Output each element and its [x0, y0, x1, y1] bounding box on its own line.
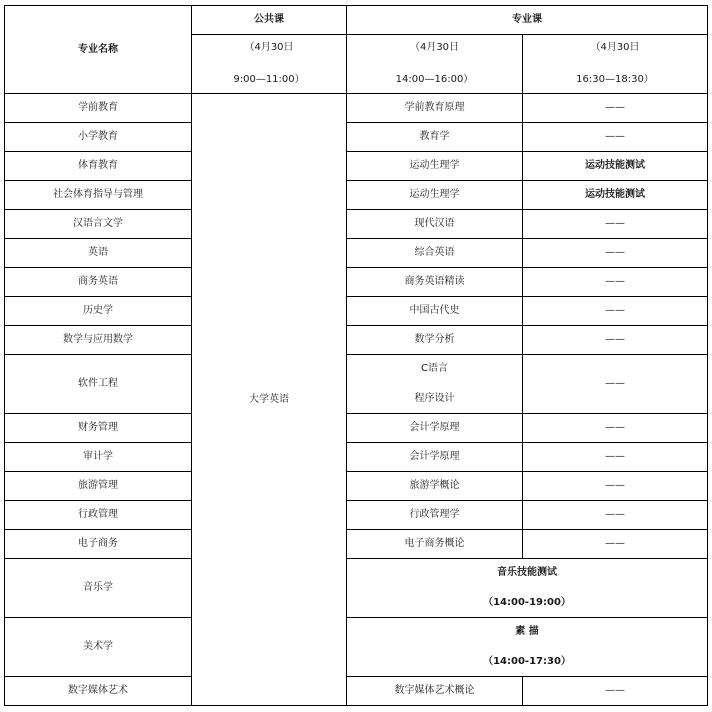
- row-major: 小学教育: [5, 123, 192, 152]
- header-prof2-time: [523, 35, 708, 94]
- prof2-date: （4月30日: [590, 42, 640, 53]
- row-merged-course: [347, 618, 708, 677]
- header-public-course: 公共课: [192, 6, 347, 35]
- merged-line-2: （14:00-17:30）: [483, 656, 571, 667]
- row-major: 数字媒体艺术: [5, 677, 192, 706]
- row-major: 历史学: [5, 297, 192, 326]
- row-course: 数学分析: [347, 326, 523, 355]
- merged-line-1: 音乐技能测试: [497, 567, 557, 578]
- row-major: 学前教育: [5, 94, 192, 123]
- row-merged-course: [347, 559, 708, 618]
- row-course: 综合英语: [347, 239, 523, 268]
- row-course: 运动生理学: [347, 152, 523, 181]
- row-dash: ——: [523, 94, 708, 123]
- row-major: 电子商务: [5, 530, 192, 559]
- exam-schedule-table: [4, 5, 708, 706]
- row-dash: ——: [523, 414, 708, 443]
- row-major: 社会体育指导与管理: [5, 181, 192, 210]
- header-major-name: 专业名称: [5, 6, 192, 94]
- row-dash: ——: [523, 123, 708, 152]
- row-dash: ——: [523, 355, 708, 414]
- row-major: 软件工程: [5, 355, 192, 414]
- row-course: 会计学原理: [347, 414, 523, 443]
- row-major: 行政管理: [5, 501, 192, 530]
- prof2-time: 16:30—18:30）: [576, 74, 654, 85]
- course-line-1: C语言: [421, 363, 448, 374]
- row-major: 财务管理: [5, 414, 192, 443]
- row-course: 现代汉语: [347, 210, 523, 239]
- header-professional-course: 专业课: [347, 6, 708, 35]
- row-dash: ——: [523, 472, 708, 501]
- row-major: 旅游管理: [5, 472, 192, 501]
- prof1-date: （4月30日: [409, 42, 460, 53]
- row-dash: ——: [523, 677, 708, 706]
- row-course: 中国古代史: [347, 297, 523, 326]
- row-dash: ——: [523, 268, 708, 297]
- row-major: 美术学: [5, 618, 192, 677]
- row-dash: ——: [523, 530, 708, 559]
- row-major: 商务英语: [5, 268, 192, 297]
- row-course: 数字媒体艺术概论: [347, 677, 523, 706]
- row-course: 会计学原理: [347, 443, 523, 472]
- merged-line-2: （14:00-19:00）: [483, 597, 571, 608]
- merged-line-1: 素 描: [515, 626, 539, 637]
- public-subject: 大学英语: [192, 94, 347, 706]
- course-line-2: 程序设计: [414, 393, 455, 404]
- header-prof1-time: [347, 35, 523, 94]
- row-skill-test: 运动技能测试: [523, 181, 708, 210]
- row-skill-test: 运动技能测试: [523, 152, 708, 181]
- row-course: 运动生理学: [347, 181, 523, 210]
- row-major: 音乐学: [5, 559, 192, 618]
- row-course: 学前教育原理: [347, 94, 523, 123]
- row-major: 英语: [5, 239, 192, 268]
- row-dash: ——: [523, 501, 708, 530]
- row-dash: ——: [523, 443, 708, 472]
- row-dash: ——: [523, 239, 708, 268]
- row-dash: ——: [523, 297, 708, 326]
- row-major: 数学与应用数学: [5, 326, 192, 355]
- row-major: 汉语言文学: [5, 210, 192, 239]
- row-major: 体育教育: [5, 152, 192, 181]
- row-dash: ——: [523, 210, 708, 239]
- prof1-time: 14:00—16:00）: [395, 74, 474, 85]
- row-course: 教育学: [347, 123, 523, 152]
- row-major: 审计学: [5, 443, 192, 472]
- row-course: 行政管理学: [347, 501, 523, 530]
- row-course: 商务英语精读: [347, 268, 523, 297]
- row-dash: ——: [523, 326, 708, 355]
- header-public-time: [192, 35, 347, 94]
- row-course: 旅游学概论: [347, 472, 523, 501]
- row-course: 电子商务概论: [347, 530, 523, 559]
- row-course-two-line: [347, 355, 523, 414]
- public-time: 9:00—11:00）: [233, 74, 305, 85]
- public-date: （4月30日: [244, 42, 294, 53]
